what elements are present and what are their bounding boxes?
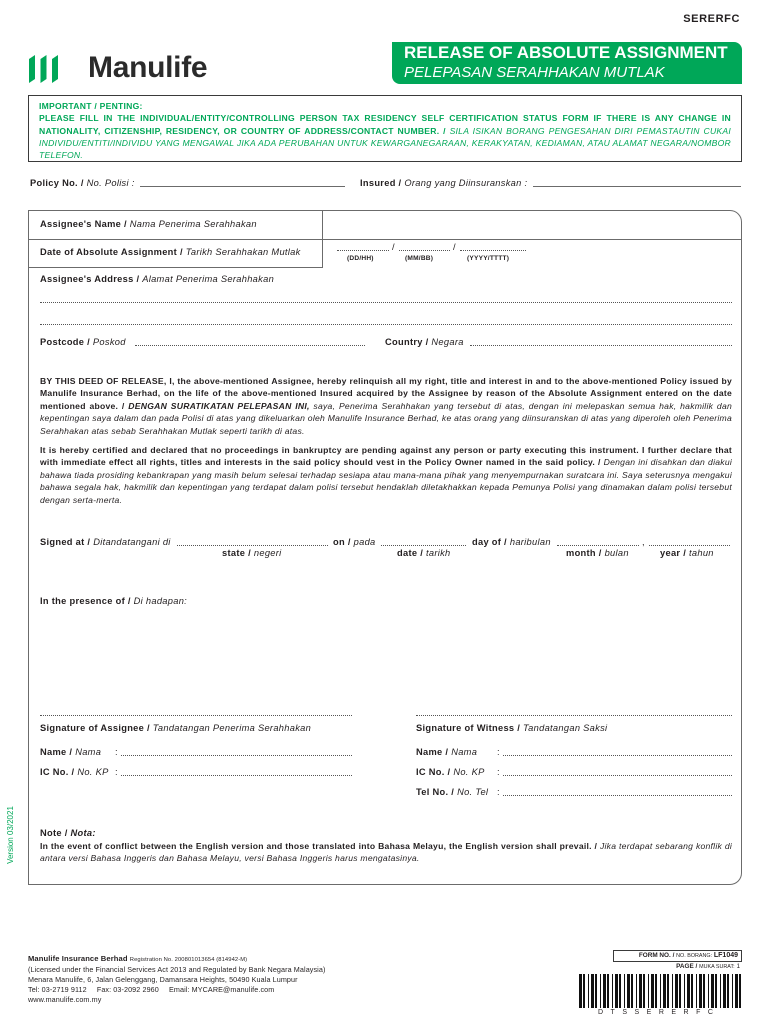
barcode-bar (615, 974, 618, 1008)
manulife-logo (28, 54, 60, 83)
country-label (385, 337, 464, 348)
barcode-bar (715, 974, 717, 1008)
country-label-ms: Negara (431, 337, 464, 347)
manulife-logo-icon (28, 54, 60, 83)
insured-field (533, 186, 741, 187)
assignee-ic-label-en: IC No. / (40, 767, 75, 777)
witness-tel-label (416, 787, 488, 798)
colon: : (497, 747, 500, 757)
date-separator: / (392, 242, 395, 252)
barcode-bar (636, 974, 637, 1008)
version-label: Version 03/2021 (6, 806, 15, 864)
date-hint (397, 548, 451, 559)
important-text (39, 112, 731, 161)
signed-at-label-en: Signed at / (40, 537, 91, 547)
footer-contact (28, 985, 274, 995)
address-line-1 (40, 302, 732, 303)
witness-name-field (503, 755, 732, 756)
assignee-name-field (121, 755, 352, 756)
barcode-bar (687, 974, 690, 1008)
witness-signature-label (416, 723, 607, 734)
barcode-bar (696, 974, 697, 1008)
barcode-bar (679, 974, 681, 1008)
witness-signature-label-ms: Tandatangan Saksi (523, 723, 608, 733)
witness-tel-field (503, 795, 732, 796)
registration-number: Registration No. 200801013654 (814942-M) (129, 957, 248, 963)
barcode-bar (735, 974, 738, 1008)
state-hint (222, 548, 282, 559)
presence-label-ms: Di hadapan: (133, 596, 188, 606)
assignee-name-label (40, 219, 257, 230)
barcode-bar (720, 974, 721, 1008)
postcode-label-en: Postcode / (40, 337, 91, 347)
state-hint-en: state / (222, 548, 251, 558)
assignee-signature-label-en: Signature of Assignee / (40, 723, 150, 733)
assignee-name-label-en: Assignee's Name / (40, 219, 127, 229)
signed-day-label-ms: haribulan (509, 537, 551, 547)
presence-label-en: In the presence of / (40, 596, 131, 606)
colon: : (497, 767, 500, 777)
signed-on-label-en: on / (333, 537, 351, 547)
note-heading-ms: Nota: (70, 828, 96, 838)
form-number-box (613, 950, 742, 962)
signed-at-label-ms: Ditandatangani di (93, 537, 171, 547)
country-label-en: Country / (385, 337, 429, 347)
insured-label-en: Insured / (360, 178, 402, 188)
footer-fax: Fax: 03-2092 2960 (96, 985, 159, 994)
witness-name-label (416, 747, 477, 758)
assignee-signature-label-ms: Tandatangan Penerima Serahhakan (152, 723, 312, 733)
company-name: Manulife Insurance Berhad (28, 954, 128, 963)
footer-address: Menara Manulife, 6, Jalan Gelenggang, Damansara Heights, 50490 Kuala Lumpur (28, 975, 298, 984)
date-hint-ms: tarikh (425, 548, 451, 558)
barcode-bar (691, 974, 693, 1008)
important-heading: IMPORTANT / PENTING: (39, 101, 143, 111)
signed-on-label (333, 537, 376, 548)
colon: : (497, 787, 500, 797)
date-year-hint: (YYYY/TTTT) (467, 255, 510, 262)
date-day-hint: (DD/HH) (347, 255, 374, 262)
table-divider-row2 (28, 267, 322, 268)
month-hint (566, 548, 629, 559)
insured-label-ms: Orang yang Diinsuranskan : (404, 178, 528, 188)
postcode-field (135, 345, 365, 346)
form-code: SERERFC (683, 13, 740, 25)
witness-tel-label-en: Tel No. / (416, 787, 455, 797)
signed-year-field (649, 545, 730, 546)
witness-name-label-ms: Nama (451, 747, 478, 757)
deed-text-en: BY THIS DEED OF RELEASE, I, the above-mentioned Assignee, hereby relinquish all my right, title and interest in and to the above-mentioned Policy issued by Manulife Insurance Berhad, on the life of the above-mentioned Insured acquired by the Assignee by reason of the Absolute Assignment entered on the date mentioned above. / (40, 376, 732, 411)
page-value: 1 (736, 963, 740, 970)
barcode-bar (711, 974, 714, 1008)
policy-no-field (140, 186, 345, 187)
form-no-label-ms: NO. BORANG: (676, 953, 713, 959)
important-text-en: PLEASE FILL IN THE INDIVIDUAL/ENTITY/CONTROLLING PERSON TAX RESIDENCY SELF CERTIFICATION STATUS FORM IF THERE IS ANY CHANGE IN NATIONALITY, CITIZENSHIP, RESIDENCY, OR COUNTRY OF ADDRESS/CONTACT NUMBER. / (39, 113, 731, 136)
witness-tel-label-ms: No. Tel (457, 787, 489, 797)
important-notice (28, 95, 742, 162)
assignee-name-sig-label-ms: Nama (75, 747, 102, 757)
signed-day-label-en: day of / (472, 537, 507, 547)
date-month-hint: (MM/BB) (405, 255, 434, 262)
assignment-date-label-ms: Tarikh Serahhakan Mutlak (185, 247, 301, 257)
witness-ic-label-ms: No. KP (453, 767, 485, 777)
barcode-bar (660, 974, 661, 1008)
assignee-ic-label-ms: No. KP (77, 767, 109, 777)
date-year-field (460, 250, 526, 251)
barcode-bar (627, 974, 630, 1008)
barcode-bar (612, 974, 613, 1008)
assignment-date-label (40, 247, 301, 258)
barcode-bar (727, 974, 729, 1008)
assignee-signature-line (40, 715, 352, 716)
barcode (578, 974, 742, 1008)
logo-wordmark: Manulife (88, 51, 208, 84)
important-text-ms: SILA ISIKAN BORANG PENGESAHAN DIRI PEMASTAUTIN CUKAI INDIVIDU/ENTITI/INDIVIDU YANG MENGAWAL JIKA ADA PERUBAHAN UNTUK KEWARGANEGARAAN, KERAKYATAN, KEDIAMAN, ATAU ALAMAT NEGARA/NOMBOR TELEFON. (39, 125, 732, 161)
signed-on-label-ms: pada (353, 537, 376, 547)
note-text (40, 840, 732, 865)
postcode-label-ms: Poskod (92, 337, 126, 347)
address-line-2 (40, 324, 732, 325)
deed-text-ms-lead: DENGAN SURATIKATAN PELEPASAN INI, (128, 400, 310, 411)
barcode-bar (648, 974, 649, 1008)
barcode-bar (624, 974, 625, 1008)
barcode-bar (583, 974, 585, 1008)
colon: : (115, 747, 118, 757)
footer-license: (Licensed under the Financial Services Act 2013 and Regulated by Bank Negara Malaysia) (28, 965, 326, 974)
policy-no-label-en: Policy No. / (30, 178, 84, 188)
month-hint-en: month / (566, 548, 602, 558)
date-hint-en: date / (397, 548, 424, 558)
barcode-bar (739, 974, 741, 1008)
witness-signature-line (416, 715, 732, 716)
form-title: RELEASE OF ABSOLUTE ASSIGNMENT (404, 43, 728, 62)
note-text-ms: Jika terdapat sebarang konflik di antara versi Bahasa Inggeris dan Bahasa Melayu, versi Bahasa Inggeris harus mengatasinya. (40, 841, 733, 864)
witness-ic-field (503, 775, 732, 776)
policy-no-label (30, 178, 135, 189)
country-field (470, 345, 732, 346)
form-no-value: LF1049 (713, 952, 738, 959)
assignee-address-label-en: Assignee's Address / (40, 274, 140, 284)
date-month-field (399, 250, 450, 251)
presence-label (40, 596, 187, 607)
barcode-bar (732, 974, 733, 1008)
note-heading-en: Note / (40, 828, 68, 838)
barcode-bar (655, 974, 657, 1008)
signed-separator: , (642, 537, 645, 547)
page-label-ms: MUKA SURAT: (699, 964, 735, 970)
deed-text-ms: saya, Penerima Serahhakan yang tersebut di atas, dengan ini melepaskan semua hak, hakmilik dan kepentingan saya dalam dan pada Polisi di atas yang dikeluarkan oleh Manulife Insurance Berhad, ke atas orang yang diinsuranskan di atas yang diperoleh oleh Penerima Serahhakan atas sebab Serahhakan Mutlak seperti tarikh di atas. (40, 400, 733, 436)
form-title-ms: PELEPASAN SERAHHAKAN MUTLAK (404, 64, 665, 81)
barcode-bar (651, 974, 654, 1008)
barcode-bar (603, 974, 606, 1008)
footer-company (28, 954, 247, 965)
barcode-bar (667, 974, 669, 1008)
assignee-ic-field (121, 775, 352, 776)
barcode-bar (588, 974, 589, 1008)
barcode-text: DTSSERERFC (598, 1009, 721, 1016)
declaration-text-ms: Dengan ini disahkan dan diakui bahawa tiada prosiding kebankrapan yang masih belum selesai terhadap sesiapa atau mana-mana pihak yang menyempurnakan suratcara ini. Saya seterusnya mengakui bahawa segala hak, hakmilik dan kepentingan yang terdapat dalam polisi tersebut hendaklah diletakhakkan kepada Pemunya Polisi yang dinamakan dalam polisi tersebut dengan serta-merta. (40, 457, 733, 505)
note-text-en: In the event of conflict between the English version and those translated into Bahasa Melayu, the English version shall prevail. / (40, 841, 598, 851)
barcode-bar (672, 974, 673, 1008)
footer-email: Email: MYCARE@manulife.com (168, 985, 275, 994)
barcode-bar (579, 974, 582, 1008)
year-hint (660, 548, 714, 559)
note-heading (40, 828, 96, 839)
witness-ic-label-en: IC No. / (416, 767, 451, 777)
barcode-bar (708, 974, 709, 1008)
insured-label (360, 178, 527, 189)
date-separator: / (453, 242, 456, 252)
assignment-date-label-en: Date of Absolute Assignment / (40, 247, 183, 257)
barcode-bar (595, 974, 597, 1008)
footer-website: www.manulife.com.my (28, 995, 102, 1004)
witness-name-label-en: Name / (416, 747, 449, 757)
month-hint-ms: bulan (604, 548, 629, 558)
policy-no-label-ms: No. Polisi : (86, 178, 135, 188)
colon: : (115, 767, 118, 777)
deed-of-release-paragraph (40, 375, 732, 437)
barcode-bar (619, 974, 621, 1008)
page-number (676, 962, 740, 972)
date-day-field (337, 250, 389, 251)
barcode-bar (723, 974, 726, 1008)
footer-tel: Tel: 03-2719 9112 (28, 985, 87, 994)
barcode-bar (663, 974, 666, 1008)
signed-month-field (557, 545, 639, 546)
page-label-en: PAGE / (676, 963, 698, 970)
declaration-text-en: It is hereby certified and declared that no proceedings in bankruptcy are pending against any person or party executing this instrument. I further declare that with immediate effect all rights, titles and interests in the said policy should vest in the Policy Owner named in the said policy. / (40, 445, 732, 468)
assignee-address-label (40, 274, 274, 285)
bankruptcy-declaration-paragraph (40, 444, 732, 506)
assignee-ic-label (40, 767, 109, 778)
signed-state-field (177, 545, 328, 546)
barcode-bar (600, 974, 601, 1008)
barcode-bar (591, 974, 594, 1008)
form-no-label-en: FORM NO. / (638, 952, 675, 959)
table-divider-row1 (28, 239, 741, 240)
assignee-name-sig-label (40, 747, 101, 758)
barcode-bar (643, 974, 645, 1008)
signed-date-field (381, 545, 466, 546)
barcode-bar (675, 974, 678, 1008)
year-hint-en: year / (660, 548, 687, 558)
state-hint-ms: negeri (253, 548, 282, 558)
barcode-bar (631, 974, 633, 1008)
assignee-signature-label (40, 723, 311, 734)
barcode-bar (699, 974, 702, 1008)
assignee-address-label-ms: Alamat Penerima Serahhakan (142, 274, 275, 284)
signed-day-label (472, 537, 551, 548)
signed-at-label (40, 537, 171, 548)
witness-ic-label (416, 767, 485, 778)
barcode-bar (684, 974, 685, 1008)
witness-signature-label-en: Signature of Witness / (416, 723, 521, 733)
barcode-bar (607, 974, 609, 1008)
barcode-bar (703, 974, 705, 1008)
assignee-name-label-ms: Nama Penerima Serahhakan (129, 219, 257, 229)
assignee-name-sig-label-en: Name / (40, 747, 73, 757)
year-hint-ms: tahun (689, 548, 714, 558)
barcode-bar (639, 974, 642, 1008)
postcode-label (40, 337, 126, 348)
